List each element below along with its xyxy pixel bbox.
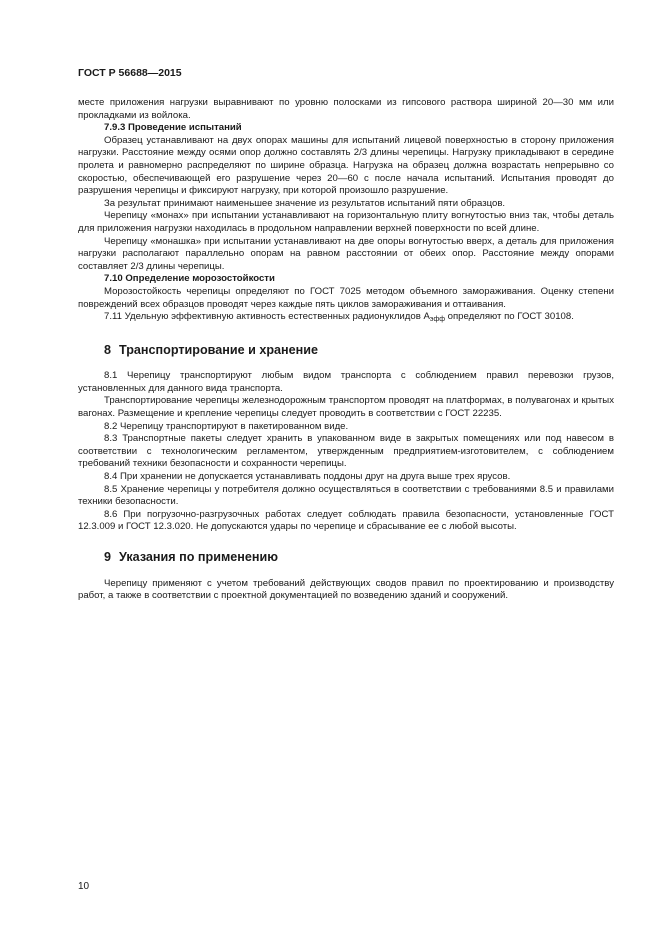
paragraph: За результат принимают наименьшее значение из результатов испытаний пяти образцов. <box>104 197 506 209</box>
document-body <box>78 97 614 603</box>
paragraph: 8.4 При хранении не допускается устанавливать поддоны друг на друга выше трех ярусов. <box>104 471 511 483</box>
text-run: определяют по ГОСТ 30108. <box>444 311 574 323</box>
section-heading-9 <box>78 551 614 564</box>
standard-header: ГОСТ Р 56688—2015 <box>78 67 182 79</box>
paragraph: 8.2 Черепицу транспортируют в пакетированном виде. <box>104 420 349 432</box>
paragraph: Черепицу применяют с учетом требований действующих сводов правил по проектированию и производству работ, а также в соответствии с проектной документацией по возведению зданий и сооружений. <box>78 577 614 602</box>
subsection-heading-7-10: 7.10 Определение морозостойкости <box>104 273 275 285</box>
paragraph: 8.5 Хранение черепицы у потребителя должно осуществляться в соответствии с требованиями 8.5 и правилами техники безопасности. <box>78 483 614 508</box>
section-number: 9 <box>104 550 112 564</box>
paragraph: Черепицу «монашка» при испытании устанавливают на две опоры вогнутостью вверх, а деталь для приложения нагрузки располагают параллельно опорам на равном расстоянии от обеих опор. Расстояние между опорами составляет 2/3 длины черепицы. <box>78 235 614 272</box>
paragraph-7-11 <box>78 311 614 327</box>
paragraph: Образец устанавливают на двух опорах машины для испытаний лицевой поверхностью в сторону приложения нагрузки. Расстояние между осями опор должно составлять 2/3 длины черепицы. Нагрузку прикладывают в середине пролета и равномерно распределяют по ширине образца. Нагрузка на образец должна возрастать непрерывно со скоростью, обеспечивающей его разрушение через 20—60 с после начала испытаний. Испытания проводят до разрушения черепицы и фиксируют нагрузку, при которой произошло разрушение. <box>78 134 614 197</box>
subsection-heading-7-9-3: 7.9.3 Проведение испытаний <box>104 122 242 134</box>
paragraph: 8.3 Транспортные пакеты следует хранить в упакованном виде в закрытых помещениях или под навесом в соответствии с технологическим регламентом, утвержденным предприятием-изготовителем, с соблюдением требований техники безопасности и сохранности черепицы. <box>78 433 614 470</box>
paragraph: месте приложения нагрузки выравнивают по уровню полосками из гипсового раствора шириной 20—30 мм или прокладками из войлока. <box>78 97 614 121</box>
paragraph: 8.6 При погрузочно-разгрузочных работах следует соблюдать правила безопасности, установленные ГОСТ 12.3.009 и ГОСТ 12.3.020. Не допускаются удары по черепице и сбрасывание ее с любой высоты. <box>78 508 614 533</box>
text-run: 7.11 Удельную эффективную активность естественных радионуклидов А <box>104 311 430 323</box>
section-title: Транспортирование и хранение <box>119 342 318 357</box>
section-number: 8 <box>104 342 112 357</box>
subscript: эфф <box>429 316 445 324</box>
paragraph: 8.1 Черепицу транспортируют любым видом транспорта с соблюдением правил перевозки грузов, установленных для данного вида транспорта. <box>78 370 614 394</box>
section-title: Указания по применению <box>119 550 278 564</box>
paragraph: Черепицу «монах» при испытании устанавливают на горизонтальную плиту вогнутостью вниз так, чтобы деталь для приложения нагрузки находилась в продольном направлении верхней поверхности по всей длине. <box>78 210 614 234</box>
page-number: 10 <box>78 881 90 892</box>
section-heading-8 <box>78 344 614 357</box>
paragraph: Транспортирование черепицы железнодорожным транспортом проводят на платформах, в полувагонах и крытых вагонах. Размещение и крепление черепицы следует проводить в соответствии с ГОСТ 22235. <box>78 395 614 420</box>
paragraph: Морозостойкость черепицы определяют по ГОСТ 7025 методом объемного замораживания. Оценку степени повреждений всех образцов проводят через каждые пять циклов замораживания и оттаивания. <box>78 285 614 310</box>
